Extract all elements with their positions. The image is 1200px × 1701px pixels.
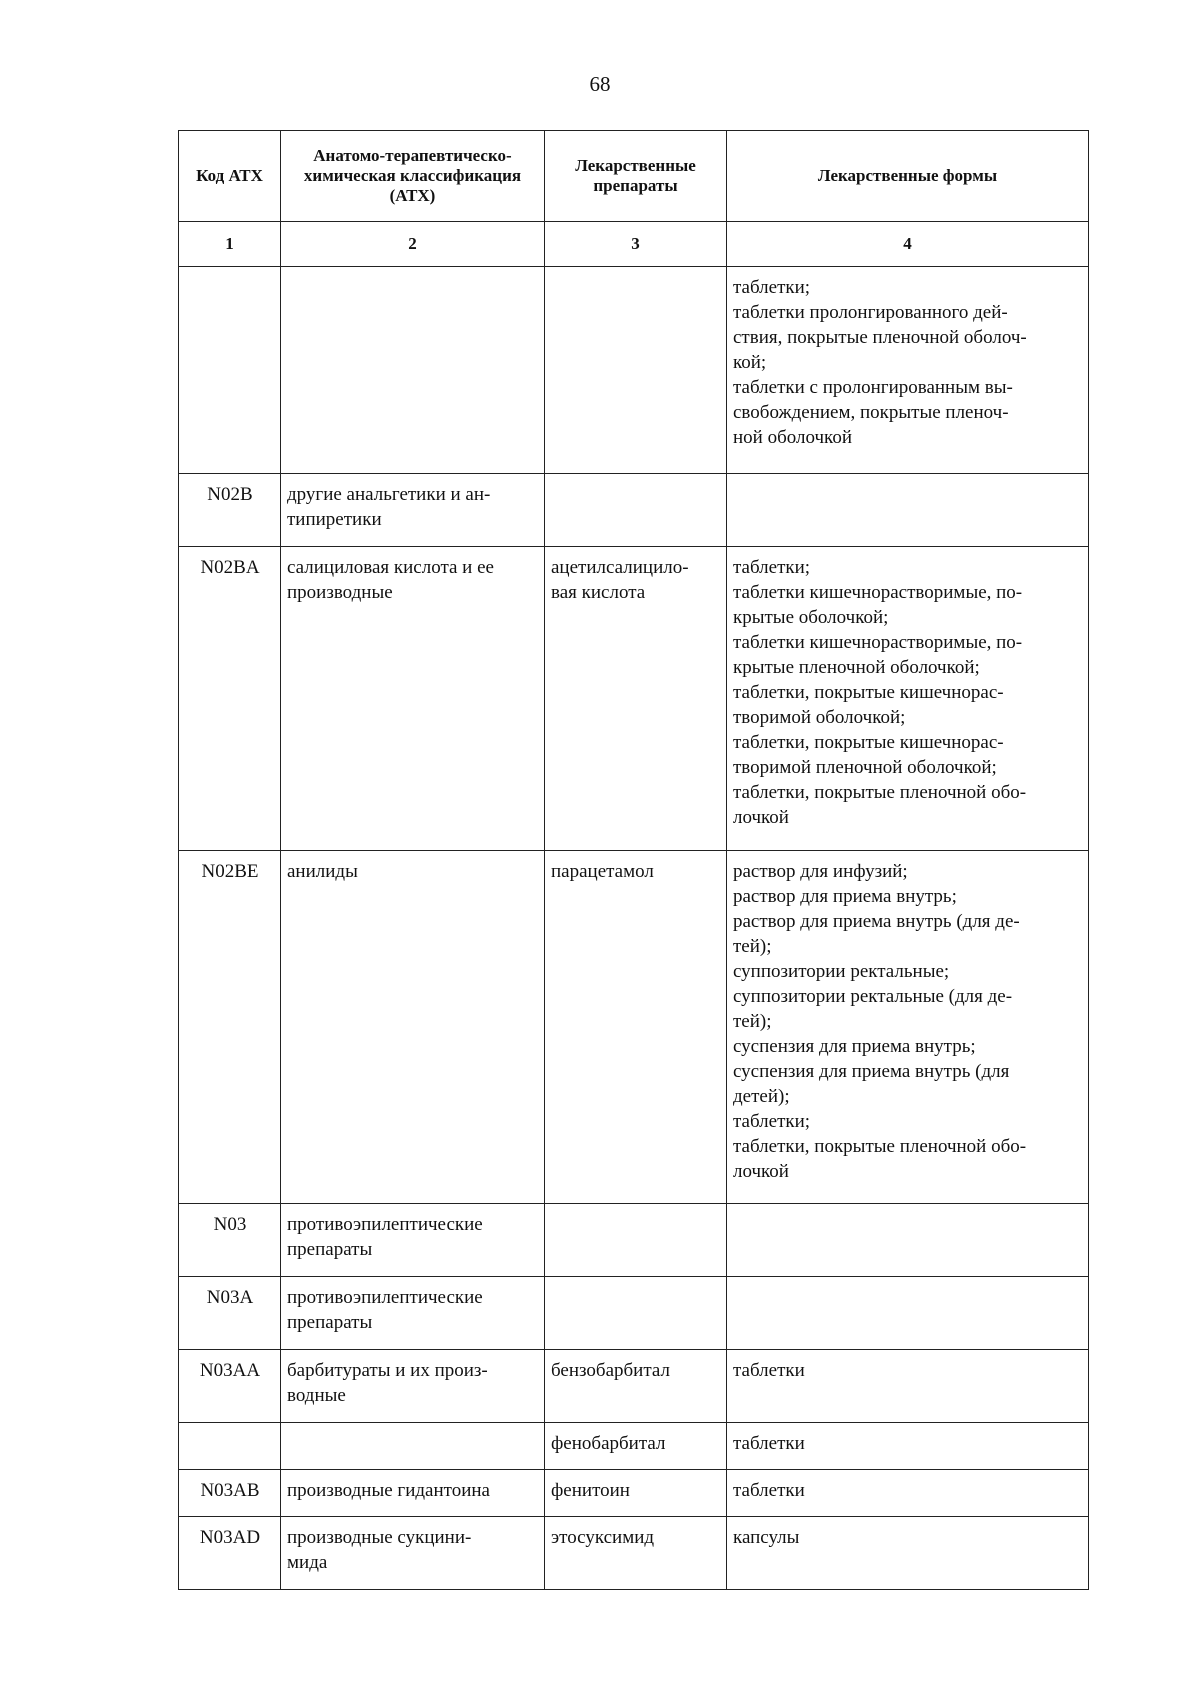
header-atx-code: Код АТХ <box>179 131 281 222</box>
table-row <box>179 1470 1089 1517</box>
dosage-forms-cell: раствор для инфузий; раствор для приема внутрь; раствор для приема внутрь (для де- тей); суппозитории ректальные; суппозитории ректальные (для де- тей); суспензия для приема внутрь; суспензия для приема внутрь (для детей); таблетки; таблетки, покрытые пленочной обо- лочкой <box>727 851 1089 1204</box>
classification-cell: анилиды <box>281 851 545 1204</box>
drug-cell: фенобарбитал <box>545 1423 727 1470</box>
header-drugs: Лекарственные препараты <box>545 131 727 222</box>
table-header-row <box>179 131 1089 222</box>
drug-cell: фенитоин <box>545 1470 727 1517</box>
table-row <box>179 1204 1089 1277</box>
table-row <box>179 267 1089 474</box>
drug-cell <box>545 1277 727 1350</box>
column-number: 4 <box>727 222 1089 267</box>
column-number: 2 <box>281 222 545 267</box>
classification-cell <box>281 267 545 474</box>
classification-cell: противоэпилептические препараты <box>281 1277 545 1350</box>
atx-code-cell <box>179 267 281 474</box>
dosage-forms-cell: таблетки <box>727 1470 1089 1517</box>
column-number: 1 <box>179 222 281 267</box>
page-number: 68 <box>589 72 611 96</box>
classification-cell: салициловая кислота и ее производные <box>281 547 545 851</box>
table-row <box>179 1517 1089 1590</box>
atx-code-cell: N03AA <box>179 1350 281 1423</box>
classification-cell: противоэпилептические препараты <box>281 1204 545 1277</box>
atx-code-cell <box>179 1423 281 1470</box>
drug-cell: парацетамол <box>545 851 727 1204</box>
dosage-forms-cell: таблетки; таблетки кишечнорастворимые, по- крытые оболочкой; таблетки кишечнорастворимые, по- крытые пленочной оболочкой; таблетки, покрытые кишечнорас- творимой оболочкой; таблетки, покрытые кишечнорас- творимой пленочной оболочкой; таблетки, покрытые пленочной обо- лочкой <box>727 547 1089 851</box>
drug-cell <box>545 267 727 474</box>
drug-cell: бензобарбитал <box>545 1350 727 1423</box>
classification-cell: другие анальгетики и ан- типиретики <box>281 474 545 547</box>
atx-code-cell: N02BA <box>179 547 281 851</box>
column-number-row <box>179 222 1089 267</box>
drug-cell: этосуксимид <box>545 1517 727 1590</box>
dosage-forms-cell: таблетки; таблетки пролонгированного дей- ствия, покрытые пленочной оболоч- кой; таблетки с пролонгированным вы- свобождением, покрытые пленоч- ной оболочкой <box>727 267 1089 474</box>
drug-cell <box>545 474 727 547</box>
table-row <box>179 851 1089 1204</box>
dosage-forms-cell <box>727 474 1089 547</box>
table-row <box>179 1277 1089 1350</box>
atx-code-cell: N02BE <box>179 851 281 1204</box>
table-row <box>179 474 1089 547</box>
classification-cell <box>281 1423 545 1470</box>
dosage-forms-cell <box>727 1204 1089 1277</box>
drug-cell: ацетилсалицило- вая кислота <box>545 547 727 851</box>
classification-cell: производные гидантоина <box>281 1470 545 1517</box>
atx-code-cell: N03A <box>179 1277 281 1350</box>
atx-code-cell: N03AD <box>179 1517 281 1590</box>
drug-cell <box>545 1204 727 1277</box>
column-number: 3 <box>545 222 727 267</box>
dosage-forms-cell: капсулы <box>727 1517 1089 1590</box>
dosage-forms-cell <box>727 1277 1089 1350</box>
table-row <box>179 1350 1089 1423</box>
table-row <box>179 1423 1089 1470</box>
classification-cell: барбитураты и их произ- водные <box>281 1350 545 1423</box>
dosage-forms-cell: таблетки <box>727 1350 1089 1423</box>
atx-code-cell: N03AB <box>179 1470 281 1517</box>
atx-code-cell: N03 <box>179 1204 281 1277</box>
header-atx-classification: Анатомо-терапевтическо-химическая классификация (АТХ) <box>281 131 545 222</box>
atx-table <box>178 130 1089 1590</box>
dosage-forms-cell: таблетки <box>727 1423 1089 1470</box>
table-row <box>179 547 1089 851</box>
classification-cell: производные сукцини- мида <box>281 1517 545 1590</box>
header-dosage-forms: Лекарственные формы <box>727 131 1089 222</box>
atx-code-cell: N02B <box>179 474 281 547</box>
